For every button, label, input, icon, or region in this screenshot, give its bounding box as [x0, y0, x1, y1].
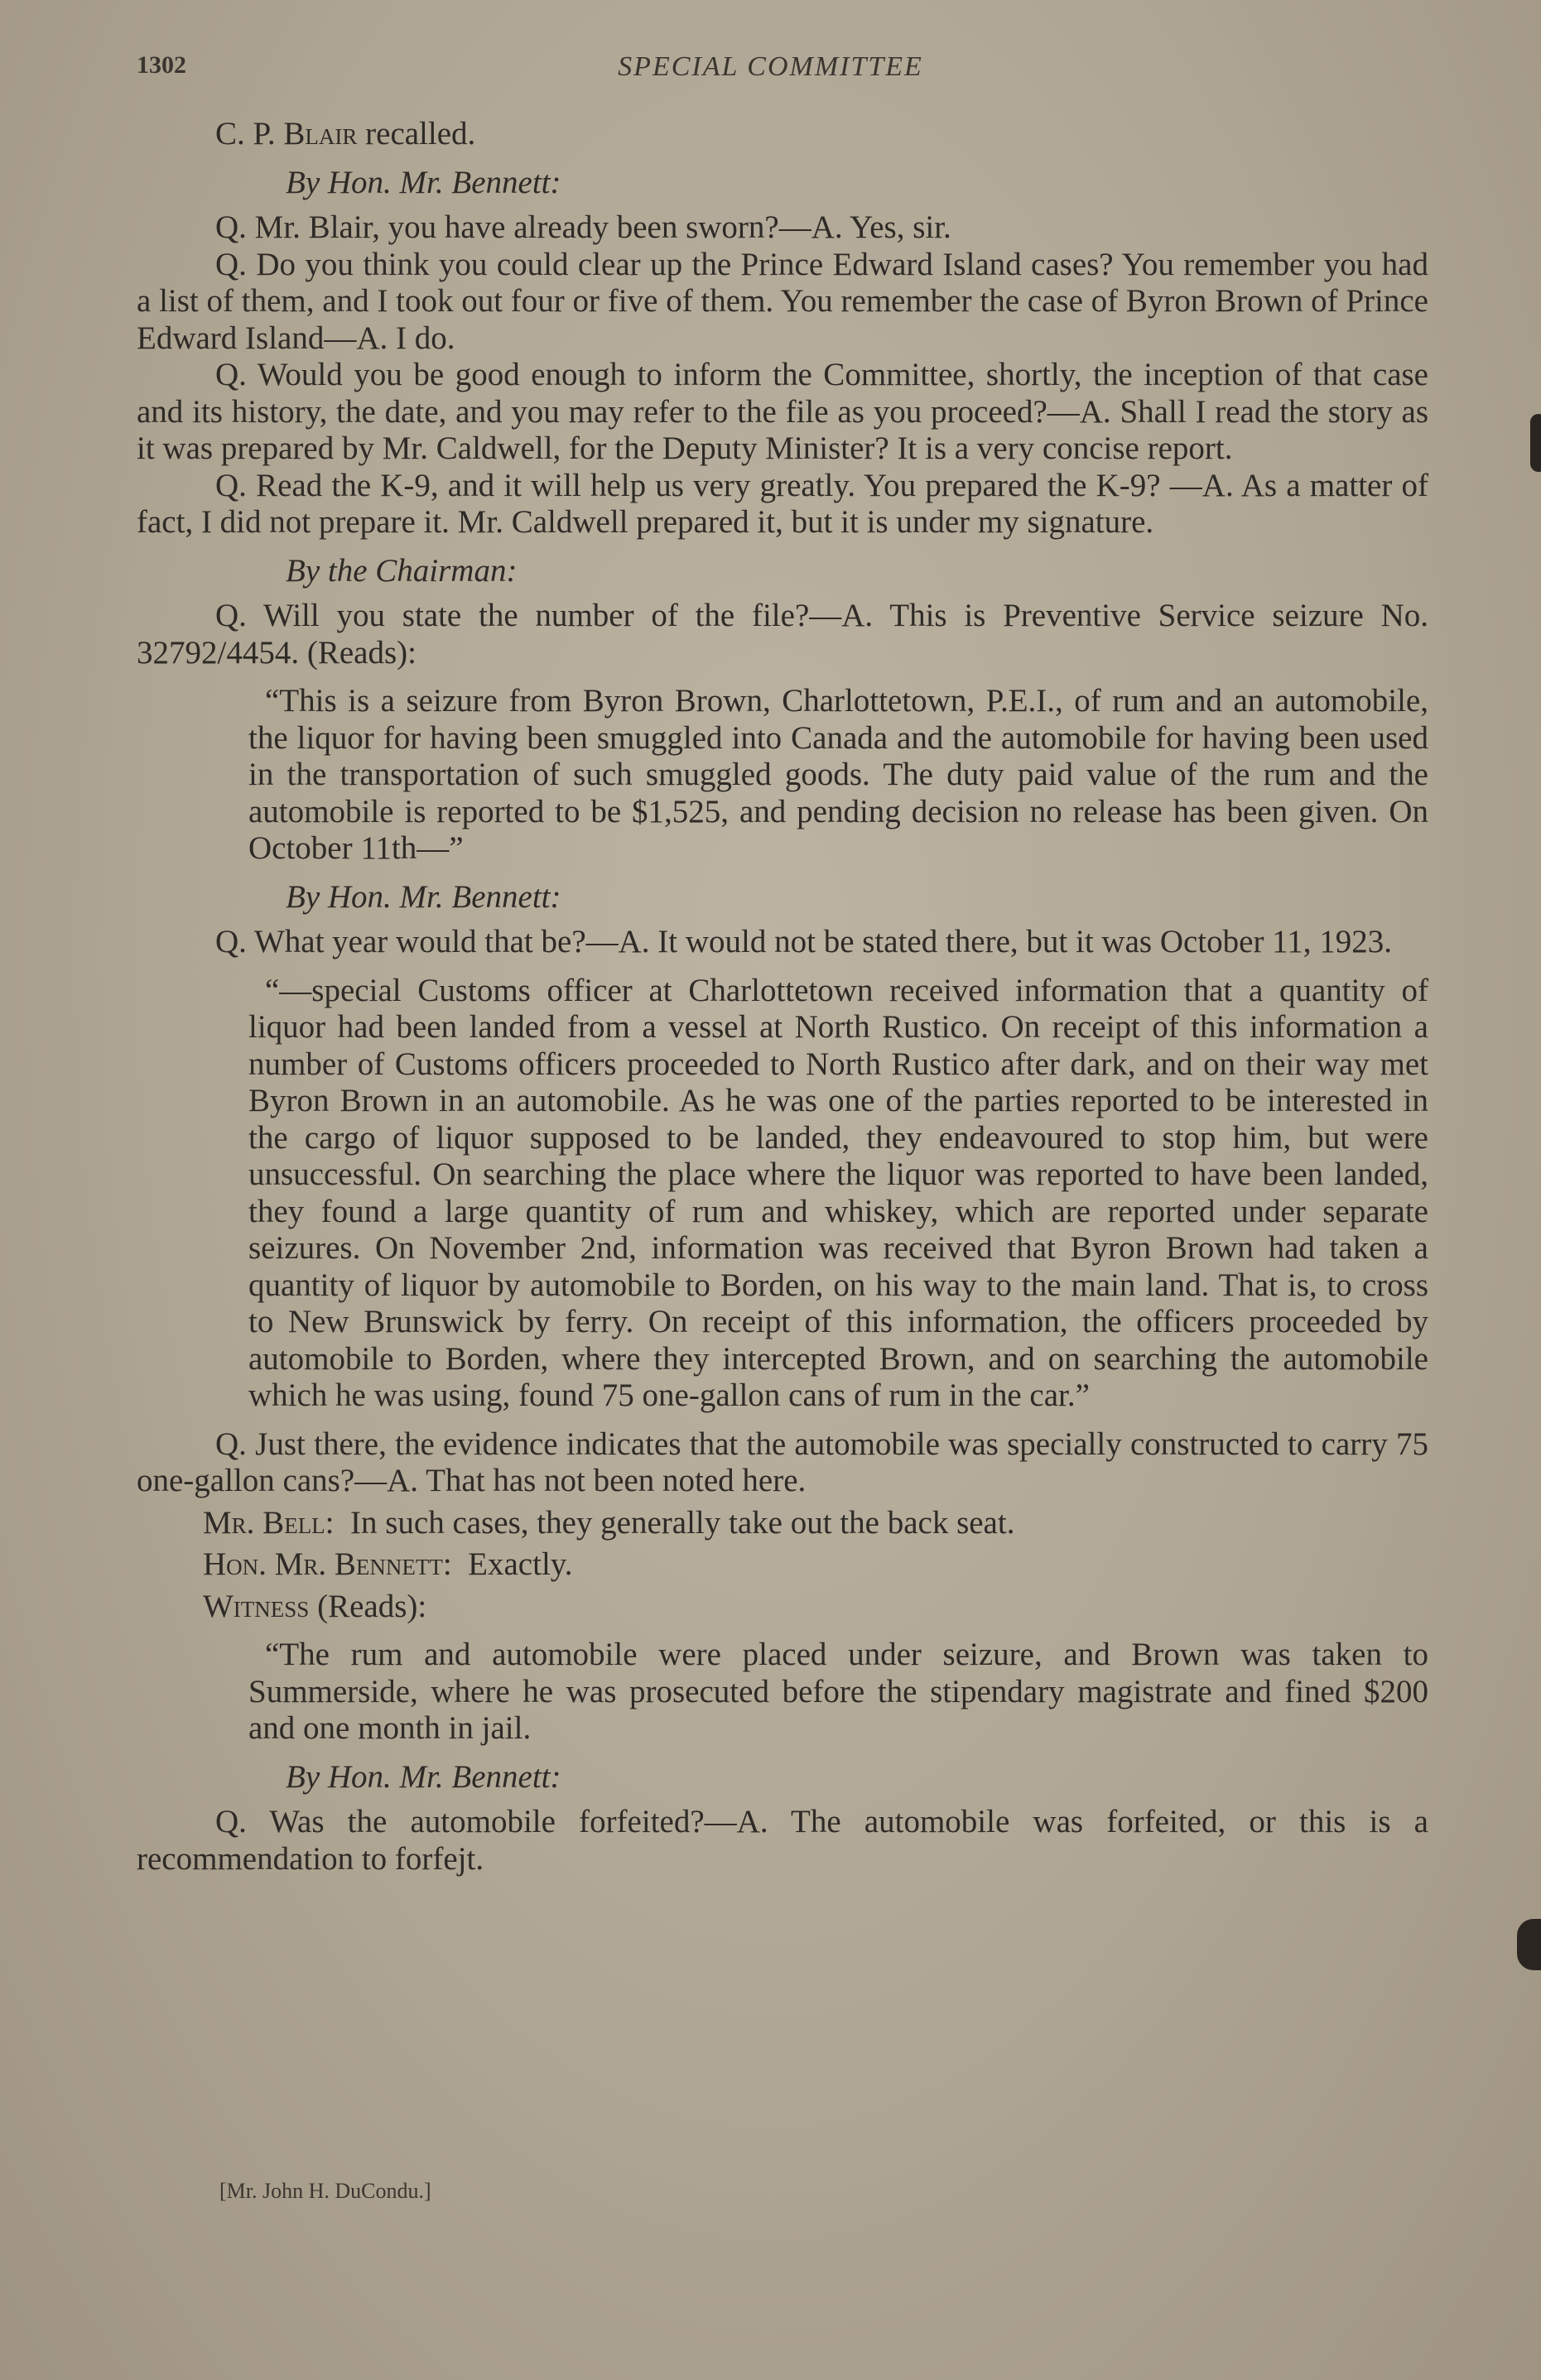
examiner-heading: By Hon. Mr. Bennett: [286, 878, 561, 915]
question-answer: Q. Read the K-9, and it will help us very greatly. You prepared the K-9? —A. As a matter of fact, I did not prepare it. Mr. Caldwell prepared it, but it is under my signature. [137, 467, 1428, 540]
speaker-line [137, 1546, 1428, 1584]
page-body [137, 116, 1428, 1878]
speaker-text: Exactly. [468, 1546, 573, 1582]
binding-mark [1530, 414, 1541, 472]
speaker-name: Witness [203, 1588, 310, 1624]
witness-status: recalled. [365, 116, 476, 151]
question-answer: Q. Would you be good enough to inform the Committee, shortly, the inception of that case and its history, the date, and you may refer to the file as you proceed?—A. Shall I read the story as it was prepared by Mr. Caldwell, for the Deputy Minister? It is a very concise report. [137, 357, 1428, 466]
witness-heading [137, 116, 1428, 153]
binding-mark [1517, 1919, 1541, 1970]
footnote: [Mr. John H. DuCondu.] [219, 2179, 431, 2203]
question-answer: Q. What year would that be?—A. It would not be stated there, but it was October 11, 1923. [215, 924, 1392, 959]
quoted-report: “—special Customs officer at Charlottetown received information that a quantity of liquor had been landed from a vessel at North Rustico. On receipt of this information a number of Customs officers proceeded to North Rustico after dark, and on their way met Byron Brown in an automobile. As he was one of the parties reported to be interested in the cargo of liquor supposed to be landed, they endeavoured to stop him, but were unsuccessful. On searching the place where the liquor was reported to have been landed, they found a large quantity of rum and whiskey, which are reported under separate seizures. On November 2nd, information was received that Byron Brown had taken a quantity of liquor by automobile to Borden, on his way to the main land. That is, to cross to New Brunswick by ferry. On receipt of this information, the officers proceeded by automobile to Borden, where they intercepted Brown, and on searching the automobile which he was using, found 75 one-gallon cans of rum in the car.” [248, 972, 1428, 1413]
question-answer: Q. Just there, the evidence indicates that the automobile was specially constructed to carry 75 one-gallon cans?—A. That has not been noted here. [137, 1426, 1428, 1498]
speaker-line [137, 1589, 1428, 1626]
question-answer: Q. Will you state the number of the file?—A. This is Preventive Service seizure No. 32792/4454. (Reads): [137, 598, 1428, 671]
speaker-text: (Reads): [317, 1588, 427, 1624]
speaker-line [137, 1505, 1428, 1542]
quoted-report: “The rum and automobile were placed under seizure, and Brown was taken to Summerside, where he was prosecuted before the stipendary magistrate and fined $200 and one month in jail. [248, 1637, 1428, 1746]
speaker-text: In such cases, they generally take out the back seat. [350, 1504, 1015, 1541]
witness-name: C. P. Blair [215, 116, 358, 151]
examiner-heading: By Hon. Mr. Bennett: [286, 1758, 561, 1795]
question-answer: Q. Was the automobile forfeited?—A. The automobile was forfeited, or this is a recommendation to forfejt. [137, 1804, 1428, 1877]
examiner-heading: By Hon. Mr. Bennett: [286, 164, 561, 200]
speaker-name: Hon. Mr. Bennett: [203, 1546, 452, 1582]
question-answer: Q. Do you think you could clear up the Prince Edward Island cases? You remember you had a list of them, and I took out four or five of them. You remember the case of Byron Brown of Prince Edward Island—A. I do. [137, 246, 1428, 356]
running-title: SPECIAL COMMITTEE [618, 51, 923, 82]
question-answer: Q. Mr. Blair, you have already been sworn?—A. Yes, sir. [215, 209, 951, 245]
quoted-report: “This is a seizure from Byron Brown, Charlottetown, P.E.I., of rum and an automobile, the liquor for having been smuggled into Canada and the automobile for having been used in the transportation of such smuggled goods. The duty paid value of the rum and the automobile is reported to be $1,525, and pending decision no release has been given. On October 11th—” [248, 683, 1428, 866]
speaker-name: Mr. Bell: [203, 1504, 335, 1541]
page-number: 1302 [137, 51, 186, 79]
examiner-heading: By the Chairman: [286, 552, 518, 589]
